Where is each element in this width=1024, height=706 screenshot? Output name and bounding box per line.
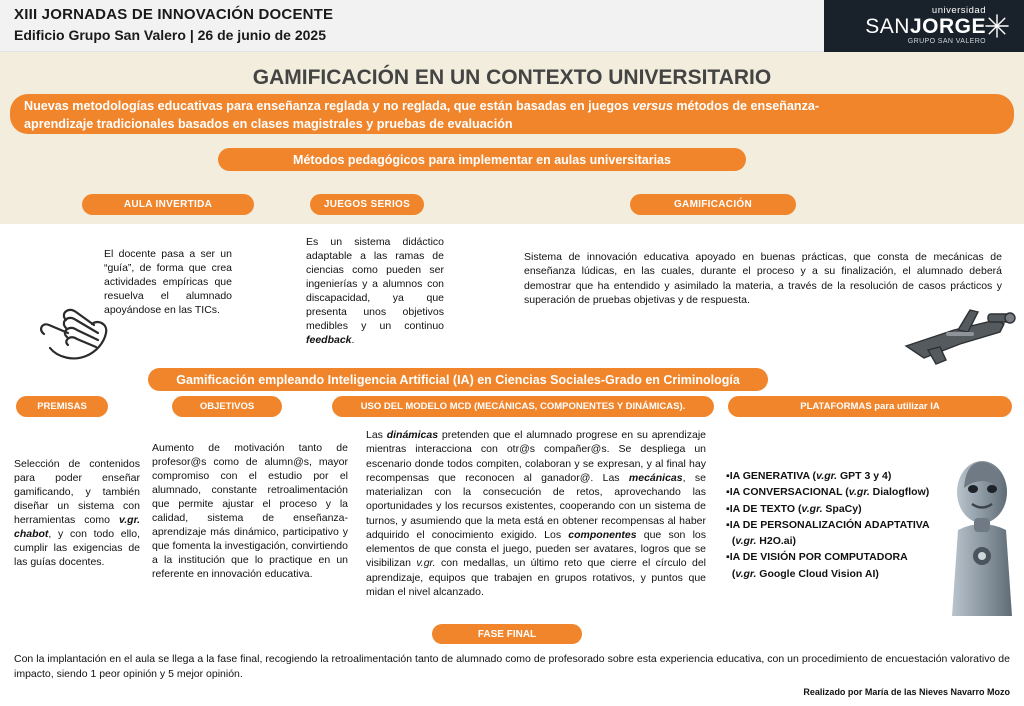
event-subtitle: Edificio Grupo San Valero | 26 de junio de 2025 [14, 27, 327, 43]
text-gamificacion: Sistema de innovación educativa apoyado en buenas prácticas, que consta de mecánicas de enseñanza lúdicas, en las cuales, durante el proceso y a su finalización, el alumnado deberá demostrar que ha entendido y asimilado la materia, a través de la resolución de casos prácticos y superación de pruebas objetivas y de respuesta. [524, 251, 1002, 307]
event-title: XIII JORNADAS DE INNOVACIÓN DOCENTE [14, 6, 334, 23]
logo-university-word: universidad [931, 5, 986, 17]
methods-pill: Métodos pedagógicos para implementar en aulas universitarias [218, 148, 746, 171]
list-plataformas [726, 468, 940, 582]
university-logo [824, 0, 1024, 52]
pill-juegos-serios: JUEGOS SERIOS [310, 194, 424, 215]
list-item: ▪IA GENERATIVA (v.gr. GPT 3 y 4) [726, 470, 892, 482]
pill-gamificacion: GAMIFICACIÓN [630, 194, 796, 215]
intro-banner [10, 94, 1014, 134]
pill-modelo-mcd: USO DEL MODELO MCD (MECÁNICAS, COMPONENTES Y DINÁMICAS). [332, 396, 714, 417]
pill-objetivos: OBJETIVOS [172, 396, 282, 417]
author-credit: Realizado por María de las Nieves Navarro Mozo [803, 687, 1010, 697]
pill-plataformas: PLATAFORMAS para utilizar IA [728, 396, 1012, 417]
page-header [0, 0, 1024, 52]
intro-banner-line2: aprendizaje tradicionales basados en clases magistrales y pruebas de evaluación [24, 117, 513, 132]
pill-fase-final: FASE FINAL [432, 624, 582, 644]
poster-main-title: GAMIFICACIÓN EN UN CONTEXTO UNIVERSITARIO [252, 66, 772, 89]
list-item: (v.gr. Google Cloud Vision AI) [726, 567, 879, 580]
pill-premisas: PREMISAS [16, 396, 108, 417]
text-juegos-serios: Es un sistema didáctico adaptable a las ramas de ciencias como pueden ser ingenierías y a alumnos con discapacidad, ya que presenta unos objetivos medibles y un continuo feedback. [306, 236, 444, 346]
text-aula-invertida: El docente pasa a ser un “guía”, de forma que crea actividades empíricas que resuelva el alumnado apoyándose en las TICs. [104, 248, 232, 316]
logo-group: GRUPO SAN VALERO [907, 38, 986, 46]
logo-name-jorge: JORGE [909, 15, 986, 39]
logo-name-san: SAN [865, 15, 910, 39]
ia-section-pill: Gamificación empleando Inteligencia Artificial (IA) en Ciencias Sociales-Grado en Criminología [148, 368, 768, 391]
list-item: ▪IA CONVERSACIONAL (v.gr. Dialogflow) [726, 486, 930, 499]
toy-gun-icon [900, 300, 1020, 368]
star-icon [984, 13, 1010, 39]
logo-name [836, 16, 986, 38]
list-item: ▪IA DE PERSONALIZACIÓN ADAPTATIVA [726, 518, 930, 531]
hand-pointer-icon [36, 300, 122, 364]
intro-banner-line1: Nuevas metodologías educativas para enseñanza reglada y no reglada, que están basadas en juegos versus métodos de enseñanza- [24, 99, 820, 113]
text-fase-final: Con la implantación en el aula se llega a la fase final, recogiendo la retroalimentación tanto de alumnado como de profesorado sobre esta experiencia educativa, con un procedimiento de encuestación valorativo de impacto, siendo 1 peor opinión y 5 mejor opinión. [14, 653, 1010, 680]
text-objetivos: Aumento de motivación tanto de profesor@s como de alumn@s, mayor compromiso con el estudio por el alumnado, constante retroalimentación que permite ajustar el proceso y la calidad, sistema de enseñanza-aprendizaje más dinámico, participativo y que fomenta la investigación, convirtiendo a la institución que lo practique en un referente en innovación educativa. [152, 442, 348, 580]
text-modelo-mcd: Las dinámicas pretenden que el alumnado progrese en su aprendizaje mientras interacciona con otr@s compañer@s. Se despliega un escenario donde todos compiten, colaboran y se expresan, y al final hay recompensas que reconocen al ganador@. Las mecánicas, se materializan con la consecución de retos, aprovechando las oportunidades y los recursos existentes, cooperando con un sistema de turnos, y asumiendo que la meta está en obtener recompensas al haber adquirido el conocimiento exigido. Los componentes que son los elementos de que consta el juego, pueden ser avatares, logros que se visibilizan v.gr. con medallas, un último reto que cierre el círculo del aprendizaje, equipos que trabajen en grupos rotativos, y puntos que midan el nivel alcanzado. [366, 429, 706, 598]
band-divider [0, 222, 1024, 224]
pill-aula-invertida: AULA INVERTIDA [82, 194, 254, 215]
list-item: ▪IA DE VISIÓN POR COMPUTADORA [726, 551, 908, 564]
list-item: (v.gr. H2O.ai) [726, 535, 797, 548]
text-premisas: Selección de contenidos para poder enseñar gamificando, y también diseñar un sistema con herramientas como v.gr. chabot, y con todo ello, cumplir las exigencias de las guías docentes. [14, 458, 140, 568]
robot-illustration [944, 448, 1020, 616]
title-band [0, 52, 1024, 224]
logo-text-block [836, 6, 986, 45]
list-item: ▪IA DE TEXTO (v.gr. SpaCy) [726, 502, 862, 515]
